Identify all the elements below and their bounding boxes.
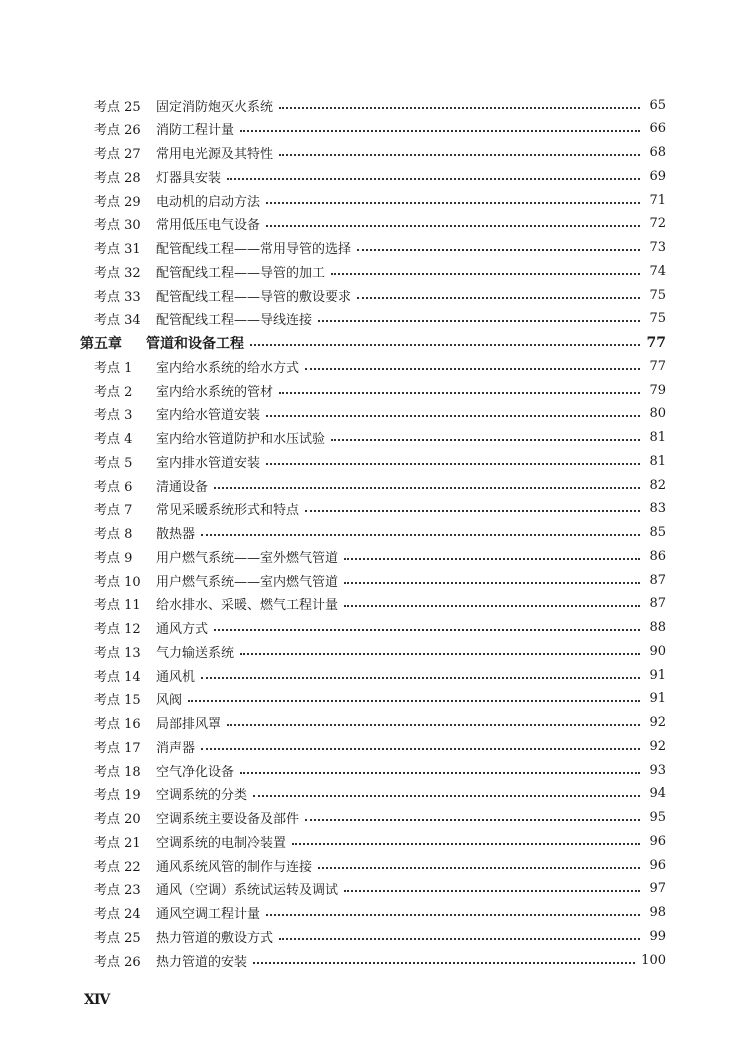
- entry-title: 灯器具安装: [156, 170, 222, 186]
- dot-leader: [318, 866, 640, 869]
- entry-title: 固定消防炮灭火系统: [156, 99, 274, 115]
- entry-page-number: 95: [649, 810, 666, 825]
- dot-leader: [266, 224, 640, 227]
- entry-title: 通风方式: [156, 622, 209, 637]
- toc-entry[interactable]: [94, 165, 666, 187]
- toc-entry[interactable]: [94, 189, 666, 211]
- entry-title: 热力管道的敷设方式: [156, 930, 274, 946]
- entry-number: 考点 34: [94, 313, 141, 329]
- entry-page-number: 99: [649, 928, 666, 944]
- dot-leader: [250, 343, 640, 346]
- entry-page-number: 72: [649, 216, 666, 232]
- toc-entry[interactable]: [94, 712, 666, 734]
- entry-title: 空调系统的分类: [156, 788, 248, 804]
- dot-leader: [188, 699, 640, 702]
- entry-number: 考点 27: [94, 147, 141, 162]
- toc-entry[interactable]: [94, 640, 666, 662]
- entry-title: 常见采暖系统形式和特点: [156, 503, 300, 519]
- dot-leader: [344, 889, 640, 892]
- entry-number: 考点 4: [94, 432, 133, 447]
- toc-entry[interactable]: [94, 142, 666, 164]
- toc-entry[interactable]: [94, 759, 666, 781]
- dot-leader: [253, 794, 640, 797]
- dot-leader: [331, 438, 640, 441]
- entry-number: 考点 3: [94, 408, 133, 424]
- toc-entry[interactable]: [94, 427, 666, 449]
- entry-number: 考点 5: [94, 455, 133, 471]
- dot-leader: [266, 414, 640, 417]
- dot-leader: [357, 296, 640, 299]
- entry-number: 考点 26: [94, 123, 141, 139]
- entry-number: 考点 29: [94, 194, 141, 210]
- dot-leader: [305, 818, 640, 821]
- dot-leader: [240, 771, 640, 774]
- entry-title: 风阀: [156, 693, 183, 709]
- entry-title: 用户燃气系统——室外燃气管道: [156, 550, 339, 566]
- dot-leader: [227, 723, 640, 726]
- toc-entry[interactable]: [94, 925, 666, 947]
- entry-page-number: 74: [649, 263, 666, 279]
- entry-number: 考点 17: [94, 740, 141, 756]
- entry-number: 考点 22: [94, 859, 141, 875]
- dot-leader: [305, 509, 640, 512]
- entry-number: 考点 30: [94, 218, 141, 234]
- entry-title: 热力管道的安装: [156, 954, 248, 970]
- dot-leader: [344, 557, 640, 560]
- toc-entry[interactable]: [94, 118, 666, 140]
- toc-entry[interactable]: [94, 830, 666, 852]
- dot-leader: [201, 747, 640, 750]
- entry-page-number: 81: [649, 453, 666, 469]
- entry-page-number: 81: [649, 430, 666, 445]
- entry-title: 室内给水管道安装: [156, 408, 261, 424]
- dot-leader: [240, 652, 640, 655]
- toc-entry[interactable]: [94, 807, 666, 829]
- entry-title: 用户燃气系统——室内燃气管道: [156, 574, 339, 590]
- entry-title: 通风（空调）系统试运转及调试: [156, 883, 339, 899]
- chapter-number: 第五章: [80, 335, 122, 352]
- entry-page-number: 85: [649, 525, 666, 540]
- entry-title: 空调系统的电制冷装置: [156, 835, 287, 851]
- dot-leader: [214, 628, 640, 631]
- entry-title: 通风系统风管的制作与连接: [156, 859, 313, 875]
- entry-number: 考点 10: [94, 574, 141, 590]
- entry-page-number: 75: [649, 287, 666, 303]
- dot-leader: [253, 961, 635, 964]
- page-number-folio: XIV: [84, 992, 110, 1008]
- entry-number: 考点 15: [94, 693, 141, 709]
- entry-title: 配管配线工程——常用导管的选择: [156, 242, 352, 257]
- entry-number: 考点 6: [94, 479, 133, 495]
- entry-title: 消防工程计量: [156, 123, 235, 139]
- dot-leader: [214, 486, 640, 489]
- toc-entry[interactable]: [94, 949, 666, 971]
- entry-title: 清通设备: [156, 479, 209, 495]
- toc-entry[interactable]: [94, 593, 666, 615]
- entry-number: 考点 8: [94, 527, 133, 542]
- dot-leader: [344, 604, 640, 607]
- entry-title: 空调系统主要设备及部件: [156, 812, 300, 827]
- entry-number: 考点 31: [94, 242, 141, 257]
- dot-leader: [201, 676, 640, 679]
- entry-page-number: 75: [649, 311, 666, 327]
- entry-number: 考点 26: [94, 954, 141, 970]
- entry-title: 室内排水管道安装: [156, 455, 261, 471]
- entry-number: 考点 12: [94, 622, 141, 637]
- entry-title: 局部排风罩: [156, 717, 222, 732]
- entry-page-number: 77: [646, 334, 666, 351]
- entry-number: 考点 2: [94, 384, 133, 400]
- entry-page-number: 87: [649, 596, 666, 612]
- entry-page-number: 96: [649, 857, 666, 873]
- entry-page-number: 93: [649, 762, 666, 778]
- toc-entry[interactable]: [94, 94, 666, 116]
- entry-number: 考点 28: [94, 170, 141, 186]
- entry-number: 考点 9: [94, 550, 133, 566]
- toc-entry[interactable]: [94, 902, 666, 924]
- entry-page-number: 96: [649, 833, 666, 849]
- entry-number: 考点 33: [94, 289, 141, 305]
- dot-leader: [240, 129, 640, 132]
- entry-title: 常用低压电气设备: [156, 218, 261, 234]
- entry-page-number: 82: [649, 477, 666, 493]
- entry-title: 电动机的启动方法: [156, 194, 261, 210]
- toc-entry[interactable]: [94, 260, 666, 282]
- toc-entry[interactable]: [94, 617, 666, 639]
- dot-leader: [279, 106, 640, 109]
- toc-entry[interactable]: [94, 664, 666, 686]
- toc-entry[interactable]: [94, 878, 666, 900]
- entry-page-number: 65: [649, 97, 666, 113]
- dot-leader: [331, 272, 640, 275]
- entry-page-number: 83: [649, 501, 666, 517]
- entry-title: 通风空调工程计量: [156, 907, 261, 922]
- entry-title: 常用电光源及其特性: [156, 147, 274, 162]
- entry-page-number: 92: [649, 738, 666, 754]
- entry-page-number: 71: [649, 192, 666, 208]
- entry-page-number: 92: [649, 715, 666, 730]
- entry-page-number: 100: [641, 952, 666, 968]
- entry-title: 室内给水系统的管材: [156, 384, 274, 400]
- dot-leader: [279, 937, 640, 940]
- entry-page-number: 97: [649, 881, 666, 897]
- entry-number: 考点 25: [94, 99, 141, 115]
- entry-page-number: 88: [649, 620, 666, 635]
- dot-leader: [305, 367, 640, 370]
- entry-number: 考点 20: [94, 812, 141, 827]
- dot-leader: [292, 842, 640, 845]
- entry-page-number: 77: [649, 358, 666, 374]
- toc-entry[interactable]: [94, 379, 666, 401]
- entry-page-number: 86: [649, 548, 666, 564]
- toc-entry[interactable]: [94, 403, 666, 425]
- entry-page-number: 68: [649, 145, 666, 160]
- chapter-title: 管道和设备工程: [146, 335, 244, 352]
- entry-title: 气力输送系统: [156, 645, 235, 661]
- entry-page-number: 90: [649, 643, 666, 659]
- dot-leader: [279, 391, 640, 394]
- entry-page-number: 69: [649, 168, 666, 184]
- toc-entry[interactable]: [94, 688, 666, 710]
- dot-leader: [357, 248, 640, 251]
- entry-page-number: 87: [649, 572, 666, 588]
- toc-entry[interactable]: [94, 450, 666, 472]
- entry-page-number: 66: [649, 121, 666, 137]
- entry-title: 配管配线工程——导管的加工: [156, 265, 326, 281]
- entry-page-number: 79: [649, 382, 666, 398]
- dot-leader: [279, 153, 640, 156]
- entry-page-number: 98: [649, 905, 666, 920]
- dot-leader: [266, 201, 640, 204]
- entry-title: 给水排水、采暖、燃气工程计量: [156, 598, 339, 614]
- dot-leader: [266, 462, 640, 465]
- entry-title: 室内给水系统的给水方式: [156, 360, 300, 376]
- toc-entry[interactable]: [94, 735, 666, 757]
- entry-number: 考点 1: [94, 360, 133, 376]
- toc-entry[interactable]: [94, 498, 666, 520]
- entry-page-number: 94: [649, 786, 666, 802]
- dot-leader: [266, 913, 640, 916]
- entry-title: 配管配线工程——导管的敷设要求: [156, 289, 352, 305]
- entry-number: 考点 21: [94, 835, 141, 851]
- dot-leader: [227, 177, 640, 180]
- toc-entry[interactable]: [94, 213, 666, 235]
- entry-title: 室内给水管道防护和水压试验: [156, 432, 326, 447]
- entry-number: 考点 24: [94, 907, 141, 922]
- toc-entry[interactable]: [94, 522, 666, 544]
- toc-entry[interactable]: [94, 545, 666, 567]
- toc-entry[interactable]: [94, 355, 666, 377]
- entry-title: 散热器: [156, 527, 196, 542]
- entry-number: 考点 13: [94, 645, 141, 661]
- entry-number: 考点 23: [94, 883, 141, 899]
- toc-entry[interactable]: [94, 284, 666, 306]
- entry-page-number: 80: [649, 406, 666, 422]
- entry-number: 考点 32: [94, 265, 141, 281]
- entry-title: 空气净化设备: [156, 764, 235, 780]
- dot-leader: [344, 581, 640, 584]
- entry-title: 通风机: [156, 669, 196, 685]
- entry-number: 考点 25: [94, 930, 141, 946]
- toc-entry[interactable]: [94, 569, 666, 591]
- entry-number: 考点 16: [94, 717, 141, 732]
- entry-number: 考点 14: [94, 669, 141, 685]
- entry-page-number: 73: [649, 240, 666, 255]
- entry-page-number: 91: [649, 667, 666, 683]
- toc-entry[interactable]: [94, 237, 666, 259]
- entry-title: 配管配线工程——导线连接: [156, 313, 313, 329]
- toc-entry[interactable]: [94, 783, 666, 805]
- toc-entry[interactable]: [94, 474, 666, 496]
- entry-number: 考点 18: [94, 764, 141, 780]
- toc-entry[interactable]: [94, 854, 666, 876]
- entry-title: 消声器: [156, 740, 196, 756]
- entry-number: 考点 7: [94, 503, 133, 519]
- toc-entry[interactable]: [94, 308, 666, 330]
- dot-leader: [201, 533, 640, 536]
- entry-number: 考点 11: [94, 598, 141, 614]
- entry-number: 考点 19: [94, 788, 141, 804]
- entry-page-number: 91: [649, 691, 666, 707]
- dot-leader: [318, 319, 640, 322]
- toc-chapter-heading[interactable]: [80, 332, 666, 354]
